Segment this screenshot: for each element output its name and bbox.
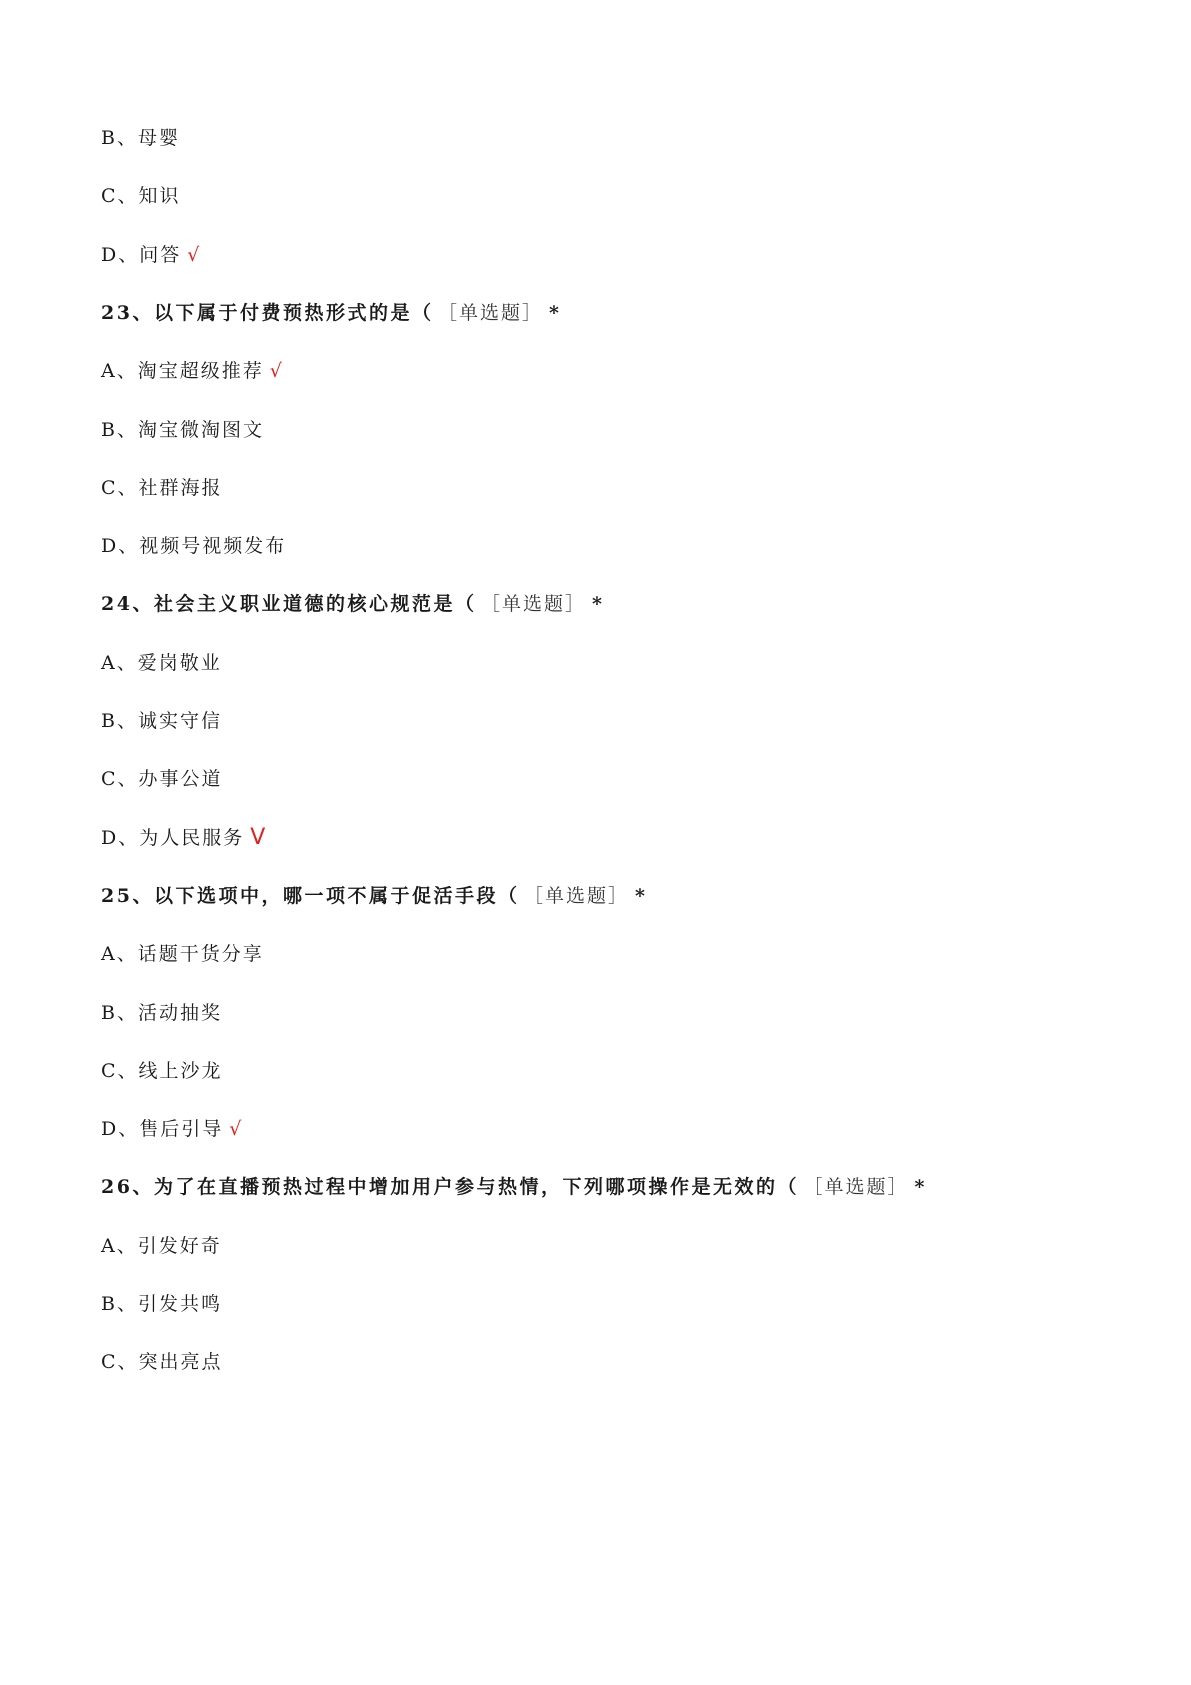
option-line	[101, 125, 180, 151]
required-asterisk: *	[548, 301, 562, 324]
option-text: A、引发好奇	[101, 1234, 222, 1257]
option-line	[101, 417, 264, 443]
option-text: C、突出亮点	[101, 1351, 223, 1374]
question-line	[101, 591, 604, 617]
option-text: A、话题干货分享	[101, 943, 264, 966]
option-text: C、社群海报	[101, 476, 223, 499]
required-asterisk: *	[591, 593, 605, 616]
option-line	[101, 1116, 243, 1142]
option-text: A、爱岗敬业	[101, 651, 222, 674]
option-line	[101, 825, 267, 851]
question-text: 25、以下选项中，哪一项不属于促活手段（	[101, 884, 520, 907]
option-text: D、售后引导	[101, 1118, 224, 1141]
option-text: C、线上沙龙	[101, 1059, 223, 1082]
correct-answer-mark: √	[229, 1118, 244, 1141]
question-type-tag: ［单选题］	[447, 301, 543, 324]
option-text: C、知识	[101, 185, 181, 208]
option-line	[101, 1000, 222, 1026]
option-line	[101, 1291, 222, 1317]
option-text: D、问答	[101, 243, 182, 266]
question-type-tag: ［单选题］	[490, 593, 586, 616]
required-asterisk: *	[634, 884, 648, 907]
option-text: A、淘宝超级推荐	[101, 360, 264, 383]
question-line	[101, 883, 647, 909]
question-text: 24、社会主义职业道德的核心规范是（	[101, 593, 477, 616]
required-asterisk: *	[914, 1176, 927, 1199]
option-text: B、引发共鸣	[101, 1293, 222, 1315]
correct-answer-mark: √	[187, 243, 202, 266]
option-line	[101, 708, 222, 734]
option-line	[101, 475, 223, 501]
option-text: D、为人民服务	[101, 826, 245, 849]
question-type-tag: ［单选题］	[533, 884, 629, 907]
option-line	[101, 941, 264, 967]
option-line	[101, 242, 201, 268]
option-line	[101, 358, 284, 384]
option-line	[101, 766, 223, 792]
option-text: B、诚实守信	[101, 710, 222, 732]
correct-answer-mark: √	[269, 360, 284, 383]
question-text: 23、以下属于付费预热形式的是（	[101, 301, 434, 324]
option-line	[101, 650, 222, 676]
option-text: B、淘宝微淘图文	[101, 418, 264, 441]
question-text: 26、为了在直播预热过程中增加用户参与热情，下列哪项操作是无效的（	[101, 1176, 799, 1199]
option-line	[101, 1233, 222, 1259]
option-text: D、视频号视频发布	[101, 535, 287, 558]
option-text: B、活动抽奖	[101, 1001, 222, 1024]
question-type-tag: ［单选题］	[812, 1176, 909, 1199]
question-line	[101, 300, 561, 326]
option-line	[101, 183, 181, 209]
option-line	[101, 533, 286, 559]
correct-answer-mark: V	[250, 824, 268, 850]
option-line	[101, 1349, 223, 1375]
option-text: B、母婴	[101, 127, 180, 149]
option-line	[101, 1058, 223, 1084]
question-line	[101, 1174, 927, 1200]
option-text: C、办事公道	[101, 768, 223, 791]
